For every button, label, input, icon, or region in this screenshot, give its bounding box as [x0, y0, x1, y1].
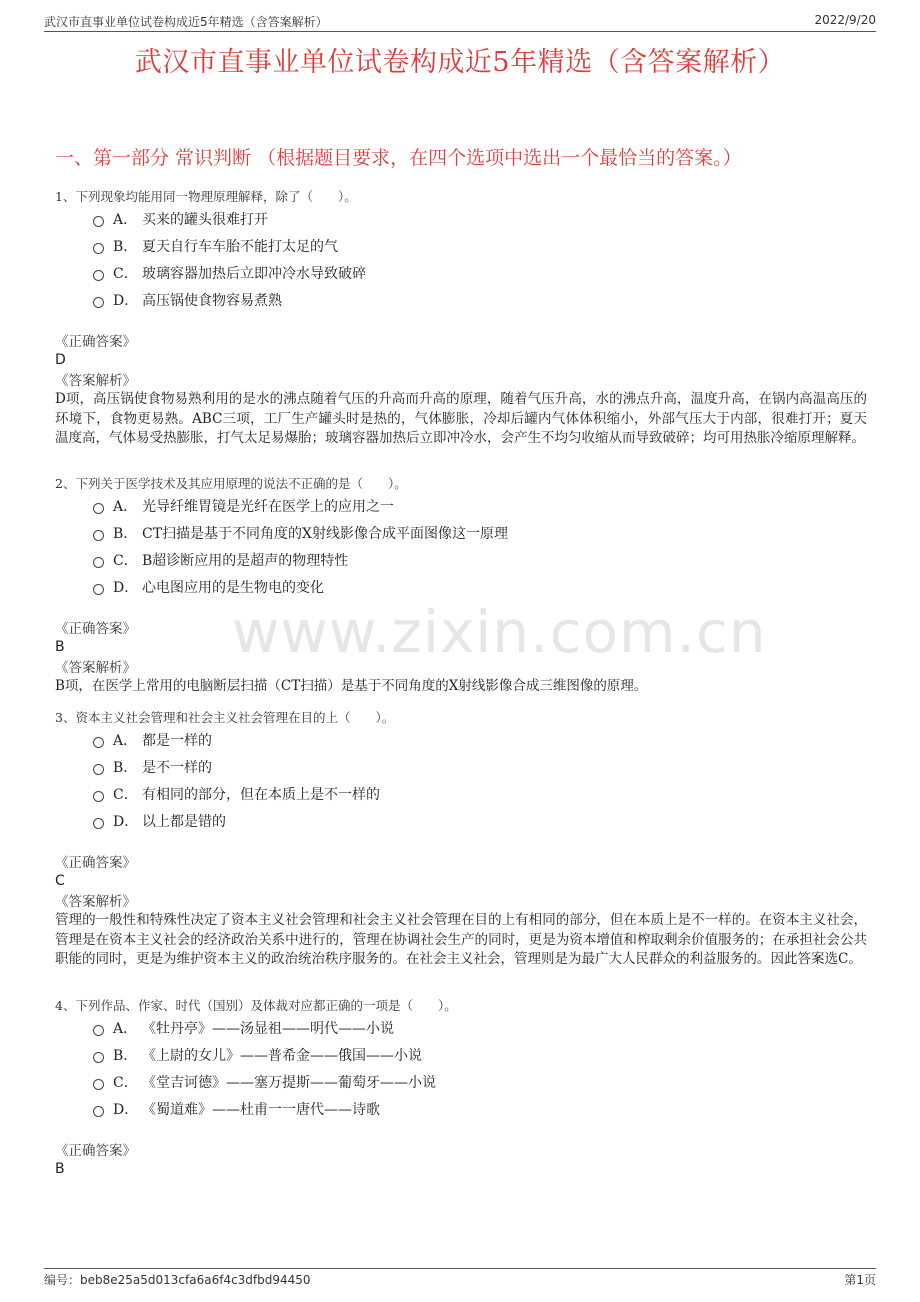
explanation-label: 《答案解析》 — [55, 660, 136, 676]
document-code: 编号：beb8e25a5d013cfa6a6f4c3dfbd94450 — [44, 1273, 311, 1287]
radio-icon[interactable] — [93, 1025, 104, 1036]
explanation-text: 管理的一般性和特殊性决定了资本主义社会管理和社会主义社会管理在目的上有相同的部分，但在本质上是不一样的。在资本主义社会，管理是在资本主义社会的经济政治关系中进行的，管理在协调社会生产的同时，更是为资本增值和榨取剩余价值服务的；在承担社会公共职能的同时，更是为维护资本主义的政治统治秩序服务的。在社会主义社会，管理则是为最广大人民群众的利益服务的。因此答案选C。 — [55, 912, 867, 967]
option-d[interactable]: D． 以上都是错的 — [55, 809, 867, 836]
question-4 — [55, 996, 867, 1179]
option-a[interactable]: A． 光导纤维胃镜是光纤在医学上的应用之一 — [55, 494, 867, 521]
answer-value: C — [55, 873, 65, 889]
question-text: 2、下列关于医学技术及其应用原理的说法不正确的是（ ）。 — [55, 476, 407, 491]
option-b[interactable]: B． 是不一样的 — [55, 755, 867, 782]
option-c[interactable]: C． 有相同的部分，但在本质上是不一样的 — [55, 782, 867, 809]
page-footer — [44, 1268, 876, 1285]
option-d[interactable]: D． 高压锅使食物容易煮熟 — [55, 288, 867, 315]
radio-icon[interactable] — [93, 557, 104, 568]
answer-value: B — [55, 1161, 65, 1177]
option-d[interactable]: D． 心电图应用的是生物电的变化 — [55, 575, 867, 602]
correct-answer-label: 《正确答案》 — [55, 621, 136, 637]
radio-icon[interactable] — [93, 530, 104, 541]
radio-icon[interactable] — [93, 270, 104, 281]
header-doc-title: 武汉市直事业单位试卷构成近5年精选（含答案解析） — [44, 15, 328, 29]
radio-icon[interactable] — [93, 1052, 104, 1063]
radio-icon[interactable] — [93, 297, 104, 308]
option-a[interactable]: A． 买来的罐头很难打开 — [55, 207, 867, 234]
option-b[interactable]: B． 《上尉的女儿》——普希金——俄国——小说 — [55, 1043, 867, 1070]
question-3 — [55, 708, 867, 970]
option-c[interactable]: C． B超诊断应用的是超声的物理特性 — [55, 548, 867, 575]
radio-icon[interactable] — [93, 584, 104, 595]
radio-icon[interactable] — [93, 1079, 104, 1090]
correct-answer-label: 《正确答案》 — [55, 855, 136, 871]
page-number: 第1页 — [844, 1273, 876, 1287]
option-b[interactable]: B． 夏天自行车车胎不能打太足的气 — [55, 234, 867, 261]
correct-answer-label: 《正确答案》 — [55, 334, 136, 350]
radio-icon[interactable] — [93, 503, 104, 514]
answer-value: B — [55, 639, 65, 655]
question-text: 4、下列作品、作家、时代（国别）及体裁对应都正确的一项是（ ）。 — [55, 998, 457, 1013]
radio-icon[interactable] — [93, 764, 104, 775]
radio-icon[interactable] — [93, 737, 104, 748]
question-1 — [55, 187, 867, 449]
explanation-text: B项，在医学上常用的电脑断层扫描（CT扫描）是基于不同角度的X射线影像合成三维图像的原理。 — [55, 678, 648, 694]
option-c[interactable]: C． 《堂吉诃德》——塞万提斯——葡萄牙——小说 — [55, 1070, 867, 1097]
option-d[interactable]: D． 《蜀道难》——杜甫一一唐代——诗歌 — [55, 1097, 867, 1124]
explanation-label: 《答案解析》 — [55, 894, 136, 910]
question-text: 3、资本主义社会管理和社会主义社会管理在目的上（ ）。 — [55, 710, 395, 725]
header-date: 2022/9/20 — [814, 13, 876, 27]
option-b[interactable]: B． CT扫描是基于不同角度的X射线影像合成平面图像这一原理 — [55, 521, 867, 548]
option-a[interactable]: A． 都是一样的 — [55, 728, 867, 755]
answer-value: D — [55, 352, 66, 368]
page-title: 武汉市直事业单位试卷构成近5年精选（含答案解析） — [134, 47, 786, 78]
radio-icon[interactable] — [93, 791, 104, 802]
option-a[interactable]: A． 《牡丹亭》——汤显祖——明代——小说 — [55, 1016, 867, 1043]
radio-icon[interactable] — [93, 216, 104, 227]
question-text: 1、下列现象均能用同一物理原理解释，除了（ ）。 — [55, 189, 357, 204]
watermark: www.zixin.com.cn — [232, 598, 767, 666]
option-c[interactable]: C． 玻璃容器加热后立即冲冷水导致破碎 — [55, 261, 867, 288]
page-header — [44, 13, 876, 32]
question-2 — [55, 474, 867, 697]
radio-icon[interactable] — [93, 1106, 104, 1117]
radio-icon[interactable] — [93, 818, 104, 829]
explanation-text: D项，高压锅使食物易熟利用的是水的沸点随着气压的升高而升高的原理，随着气压升高，水的沸点升高，温度升高，在锅内高温高压的环境下，食物更易熟。ABC三项，工厂生产罐头时是热的，气体膨胀，冷却后罐内气体体积缩小，外部气压大于内部，很难打开；夏天温度高，气体易受热膨胀，打气太足易爆胎；玻璃容器加热后立即冲冷水，会产生不均匀收缩从而导致破碎；均可用热胀冷缩原理解释。 — [55, 391, 867, 446]
correct-answer-label: 《正确答案》 — [55, 1143, 136, 1159]
radio-icon[interactable] — [93, 243, 104, 254]
explanation-label: 《答案解析》 — [55, 373, 136, 389]
section-heading: 一、第一部分 常识判断 （根据题目要求，在四个选项中选出一个最恰当的答案。） — [55, 147, 742, 169]
